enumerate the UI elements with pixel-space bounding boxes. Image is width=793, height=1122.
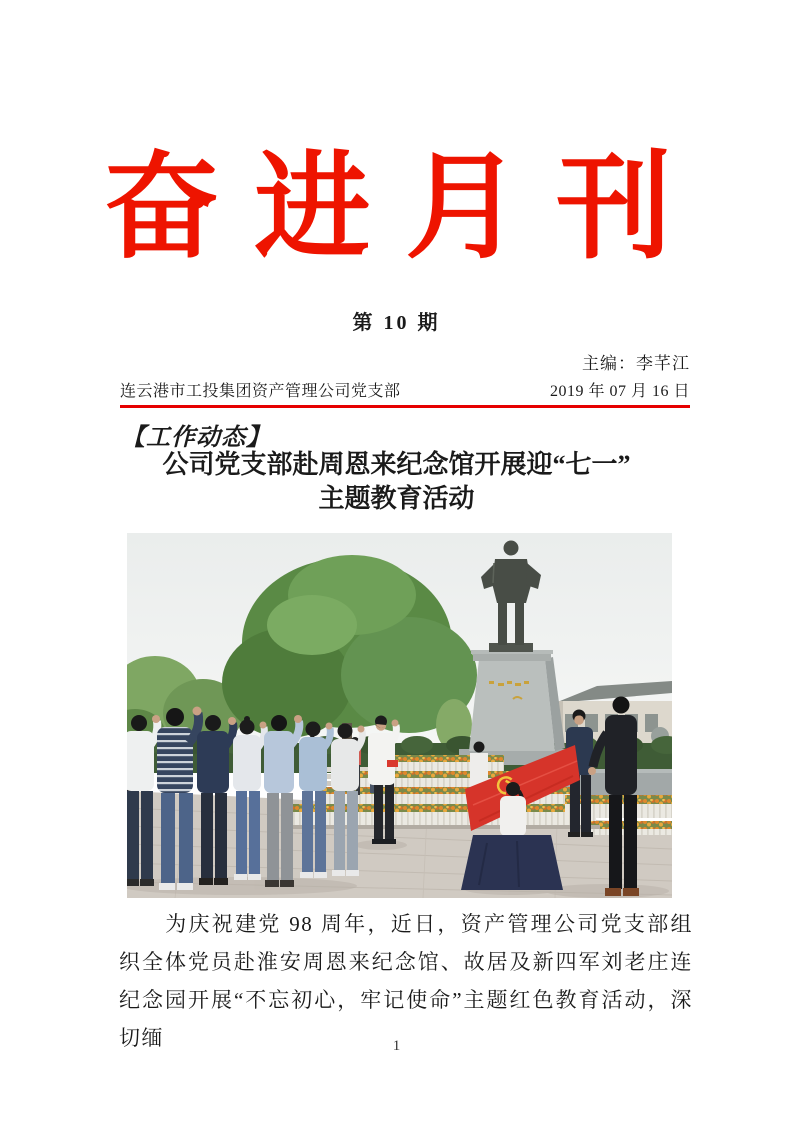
headline-line2: 主题教育活动	[318, 484, 475, 513]
headline-line1: 公司党支部赴周恩来纪念馆开展迎“七一”	[162, 450, 631, 479]
article-headline	[0, 448, 793, 516]
event-photo	[127, 533, 672, 898]
masthead-divider	[120, 405, 690, 408]
newsletter-title: 奋进月刊	[103, 145, 707, 273]
organization-name: 连云港市工投集团资产管理公司党支部	[120, 383, 401, 400]
publish-date: 2019 年 07 月 16 日	[549, 383, 690, 400]
masthead-info	[120, 349, 690, 408]
oath-booklet	[387, 760, 398, 767]
editor-line: 主编：李芊江	[582, 354, 690, 373]
section-label: 【工作动态】	[121, 425, 271, 451]
event-photo-illustration	[127, 533, 672, 898]
article-paragraph: 为庆祝建党 98 周年，近日，资产管理公司党支部组织全体党员赴淮安周恩来纪念馆、故居及新四军刘老庄连纪念园开展“不忘初心，牢记使命”主题红色教育活动，深切缅	[119, 912, 693, 1050]
page-number: 1	[392, 1038, 401, 1054]
issue-number: 第 10 期	[352, 312, 441, 334]
